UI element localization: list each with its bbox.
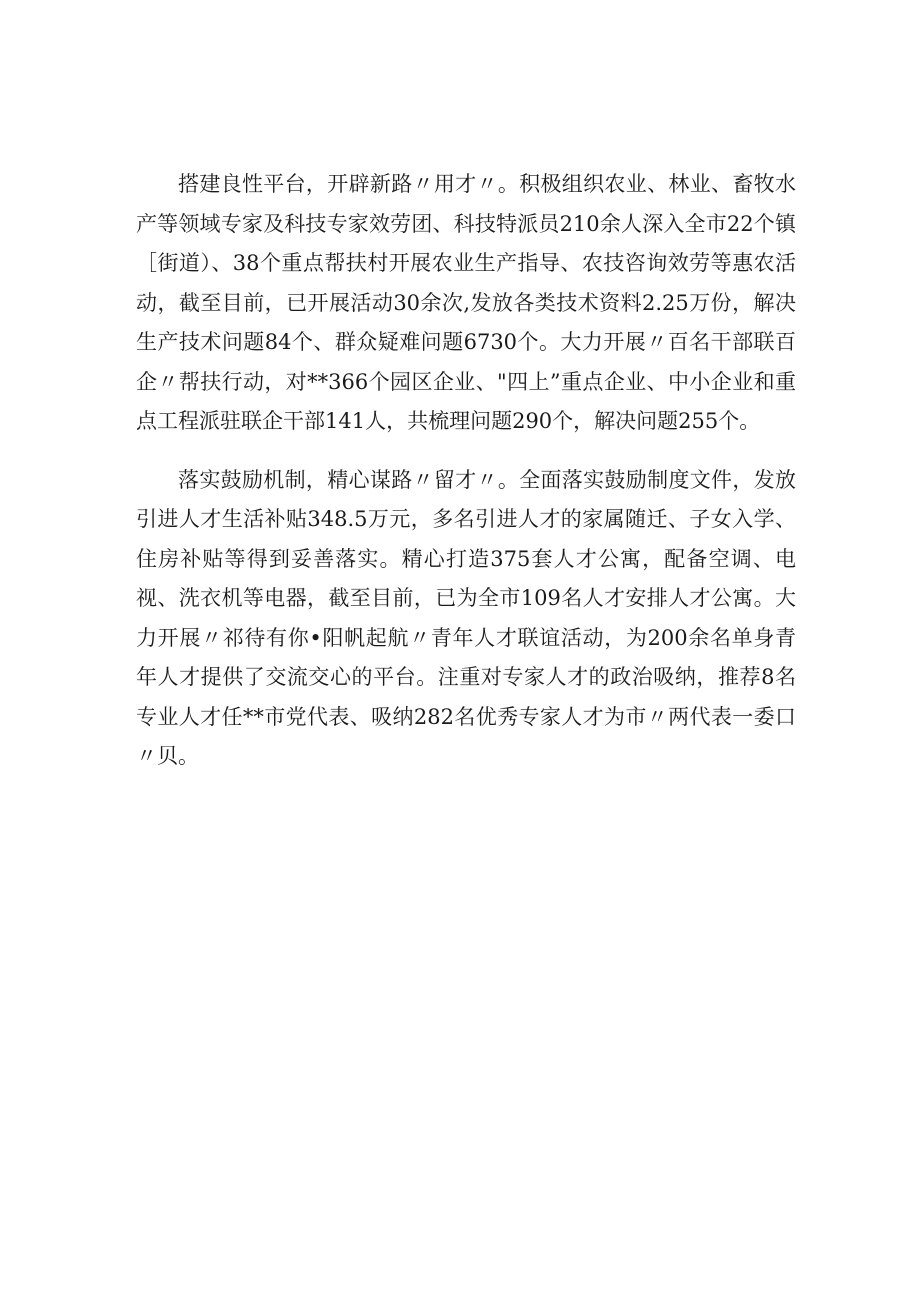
paragraph-talent-use: 搭建良性平台，开辟新路〃用才〃。积极组织农业、林业、畜牧水产等领域专家及科技专家效劳团、科技特派员210余人深入全市22个镇［街道）、38个重点帮扶村开展农业生产指导、农技咨询效劳等惠农活动，截至目前，已开展活动30余次,发放各类技术资料2.25万份，解决生产技术问题84个、群众疑难问题6730个。大力开展〃百名干部联百企〃帮扶行动，对**366个园区企业、"四上”重点企业、中小企业和重点工程派驻联企干部141人，共梳理问题290个，解决问题255个。 — [136, 172, 796, 433]
paragraph-talent-retention: 落实鼓励机制，精心谋路〃留才〃。全面落实鼓励制度文件，发放引进人才生活补贴348.5万元，多名引进人才的家属随迁、子女入学、住房补贴等得到妥善落实。精心打造375套人才公寓，配备空调、电视、洗衣机等电器，截至目前，已为全市109名人才安排人才公寓。大力开展〃祁待有你•阳帆起航〃青年人才联谊活动，为200余名单身青年人才提供了交流交心的平台。注重对专家人才的政治吸纳，推荐8名专业人才任**市党代表、吸纳282名优秀专家人才为市〃两代表一委口〃贝。 — [136, 467, 796, 768]
document-body — [136, 165, 796, 777]
